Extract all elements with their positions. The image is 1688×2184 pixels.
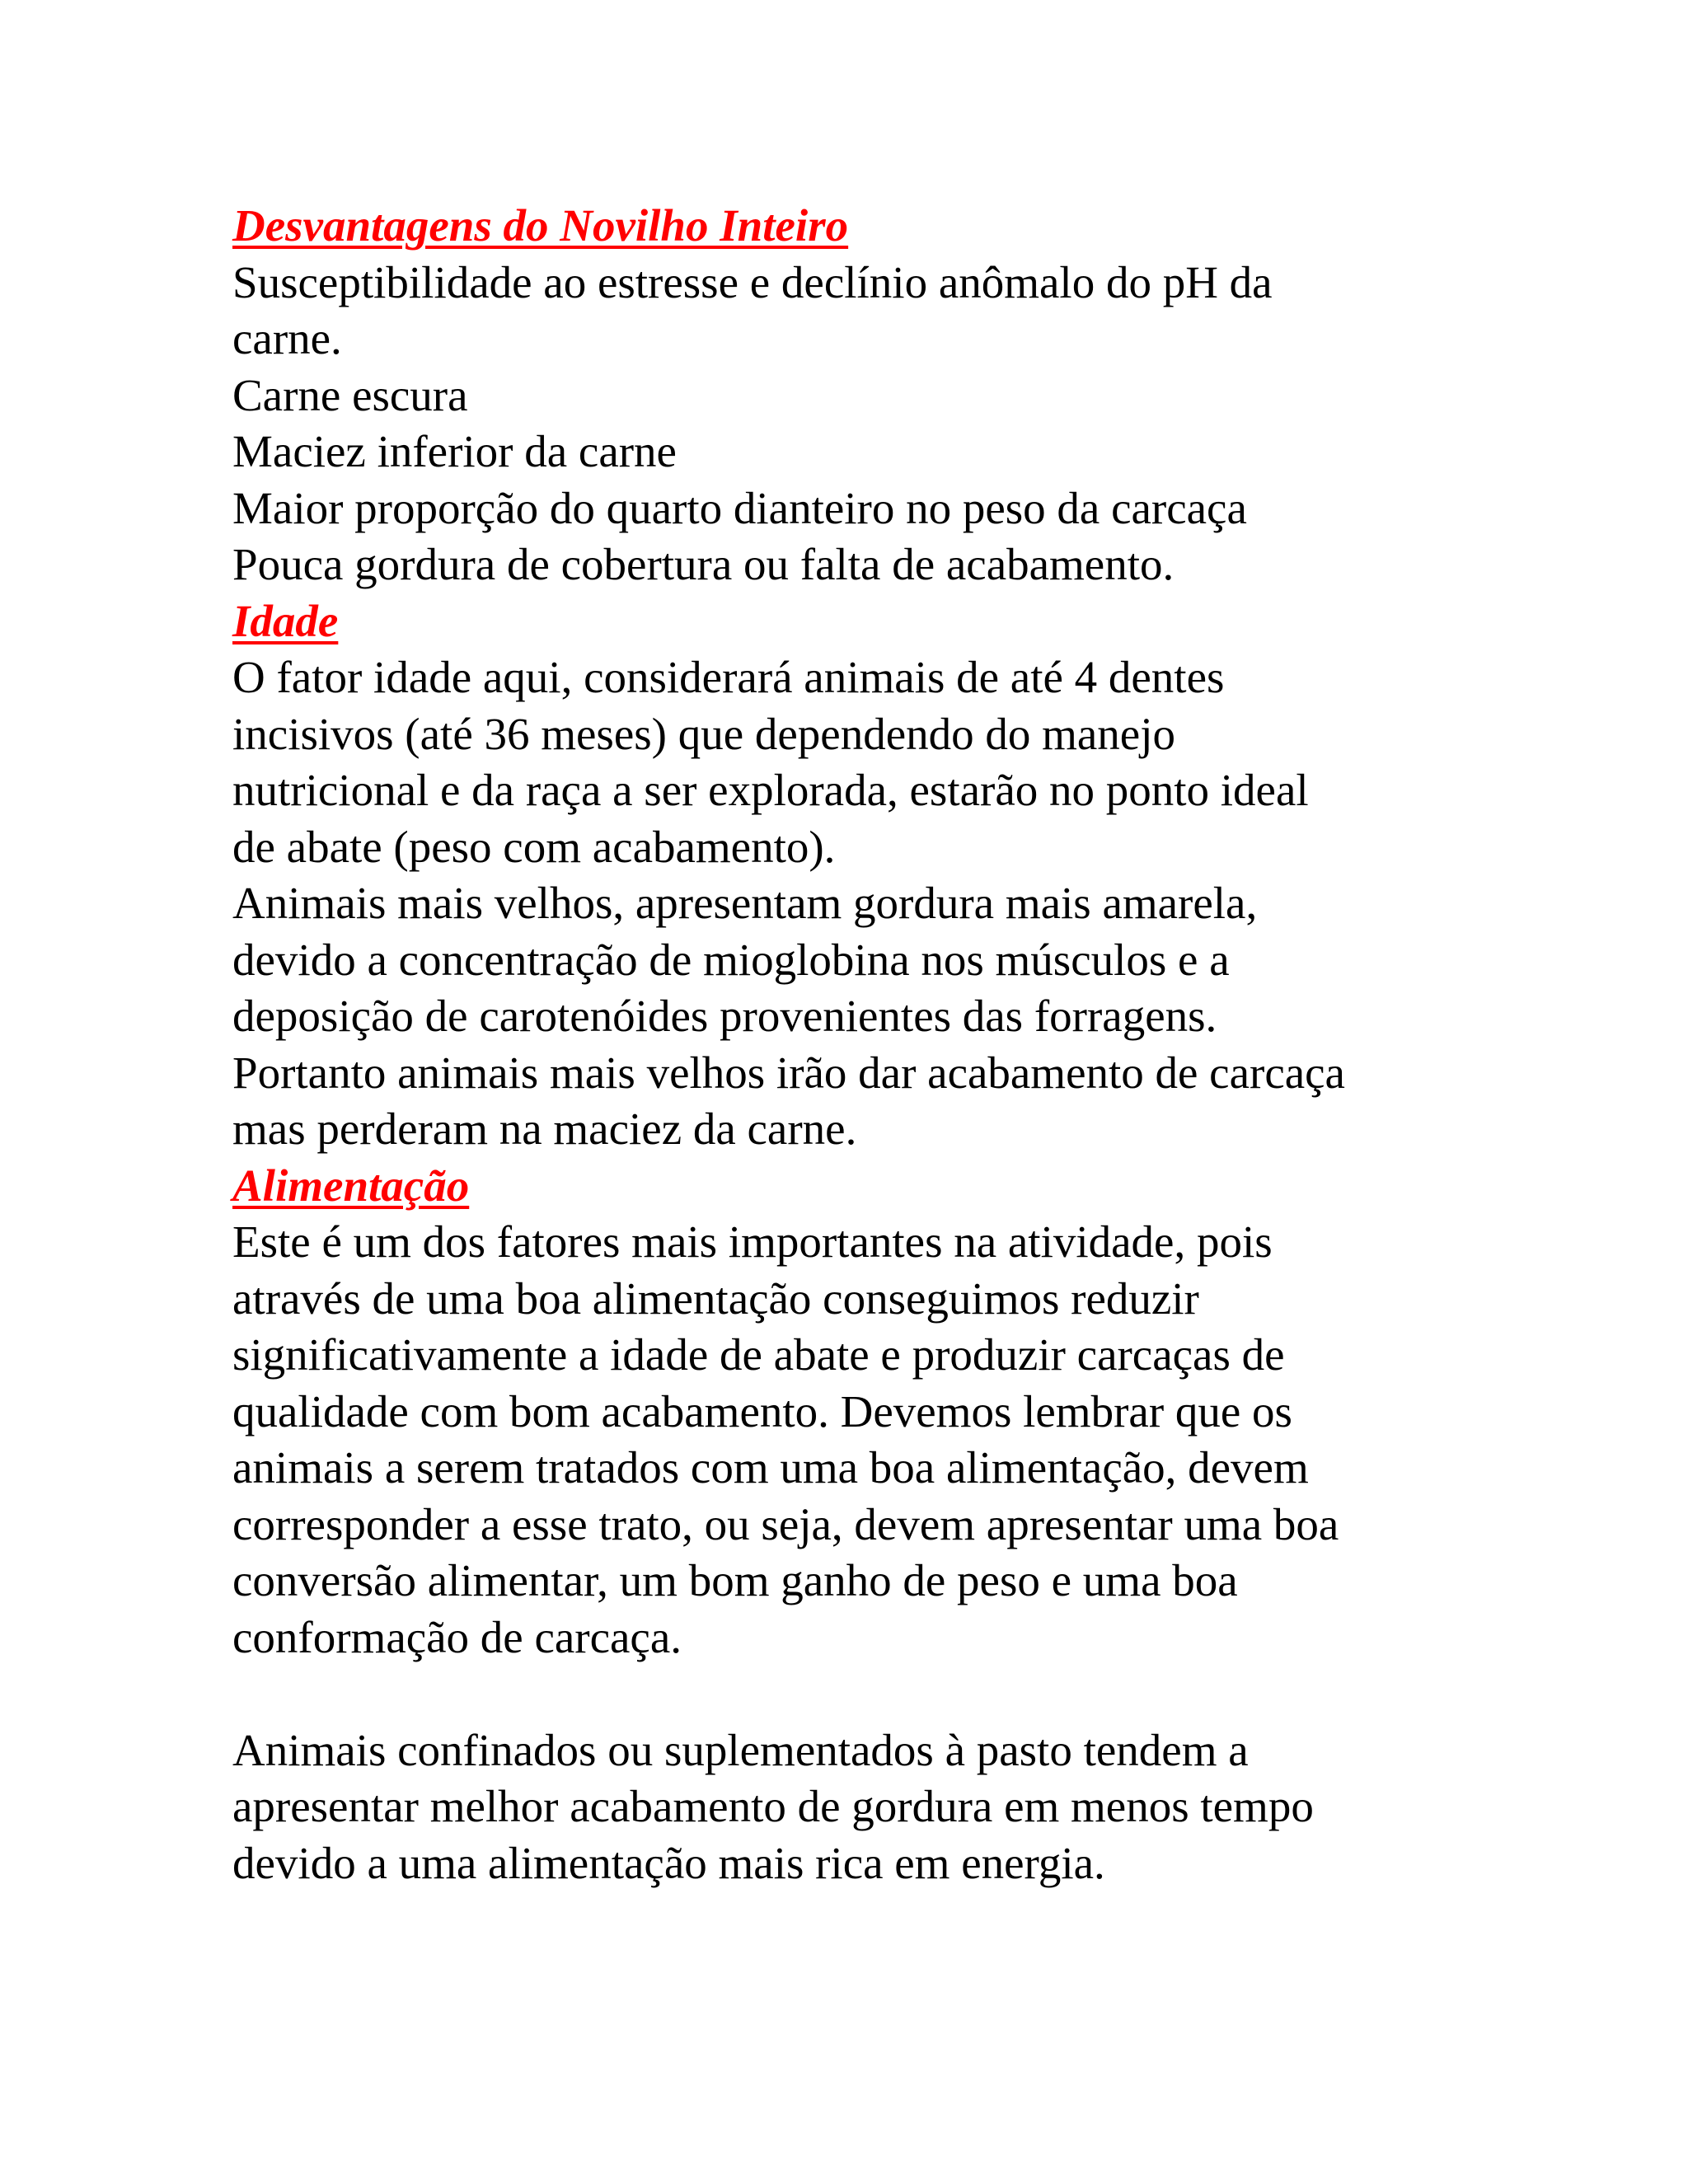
- text-line: significativamente a idade de abate e produzir carcaças de: [232, 1329, 1285, 1380]
- text-line: devido a concentração de mioglobina nos músculos e a: [232, 934, 1230, 985]
- section-heading: Desvantagens do Novilho Inteiro: [232, 200, 849, 251]
- section-heading: Idade: [232, 595, 339, 646]
- document-page: [232, 198, 1518, 1891]
- text-line: Animais confinados ou suplementados à pasto tendem a: [232, 1724, 1249, 1775]
- text-line: O fator idade aqui, considerará animais de até 4 dentes: [232, 652, 1225, 702]
- text-line: Animais mais velhos, apresentam gordura mais amarela,: [232, 878, 1258, 928]
- text-line: apresentar melhor acabamento de gordura em menos tempo: [232, 1781, 1314, 1831]
- text-line: Susceptibilidade ao estresse e declínio anômalo do pH da: [232, 256, 1273, 307]
- section-heading: Alimentação: [232, 1160, 470, 1211]
- text-line: Este é um dos fatores mais importantes na atividade, pois: [232, 1216, 1273, 1267]
- text-line: Pouca gordura de cobertura ou falta de acabamento.: [232, 539, 1175, 589]
- section-alimentacao: [232, 1158, 1518, 1892]
- text-line: devido a uma alimentação mais rica em energia.: [232, 1837, 1105, 1888]
- text-line: incisivos (até 36 meses) que dependendo do manejo: [232, 708, 1175, 759]
- text-line: Portanto animais mais velhos irão dar acabamento de carcaça: [232, 1047, 1345, 1098]
- text-line: animais a serem tratados com uma boa alimentação, devem: [232, 1442, 1309, 1493]
- text-line: carne.: [232, 313, 342, 363]
- text-line: Carne escura: [232, 369, 468, 420]
- paragraph-spacer: [232, 1666, 1518, 1722]
- text-line: conformação de carcaça.: [232, 1611, 682, 1662]
- text-line: nutricional e da raça a ser explorada, estarão no ponto ideal: [232, 765, 1309, 815]
- text-line: Maciez inferior da carne: [232, 426, 677, 476]
- section-desvantagens: [232, 198, 1518, 593]
- text-line: Maior proporção do quarto dianteiro no peso da carcaça: [232, 482, 1247, 533]
- text-line: qualidade com bom acabamento. Devemos lembrar que os: [232, 1385, 1292, 1436]
- text-line: através de uma boa alimentação conseguimos reduzir: [232, 1272, 1199, 1324]
- text-line: deposição de carotenóides provenientes das forragens.: [232, 991, 1217, 1041]
- text-line: conversão alimentar, um bom ganho de peso e uma boa: [232, 1555, 1238, 1605]
- text-line: mas perderam na maciez da carne.: [232, 1104, 857, 1154]
- text-line: corresponder a esse trato, ou seja, devem apresentar uma boa: [232, 1498, 1339, 1549]
- section-idade: [232, 593, 1518, 1158]
- text-line: de abate (peso com acabamento).: [232, 821, 836, 872]
